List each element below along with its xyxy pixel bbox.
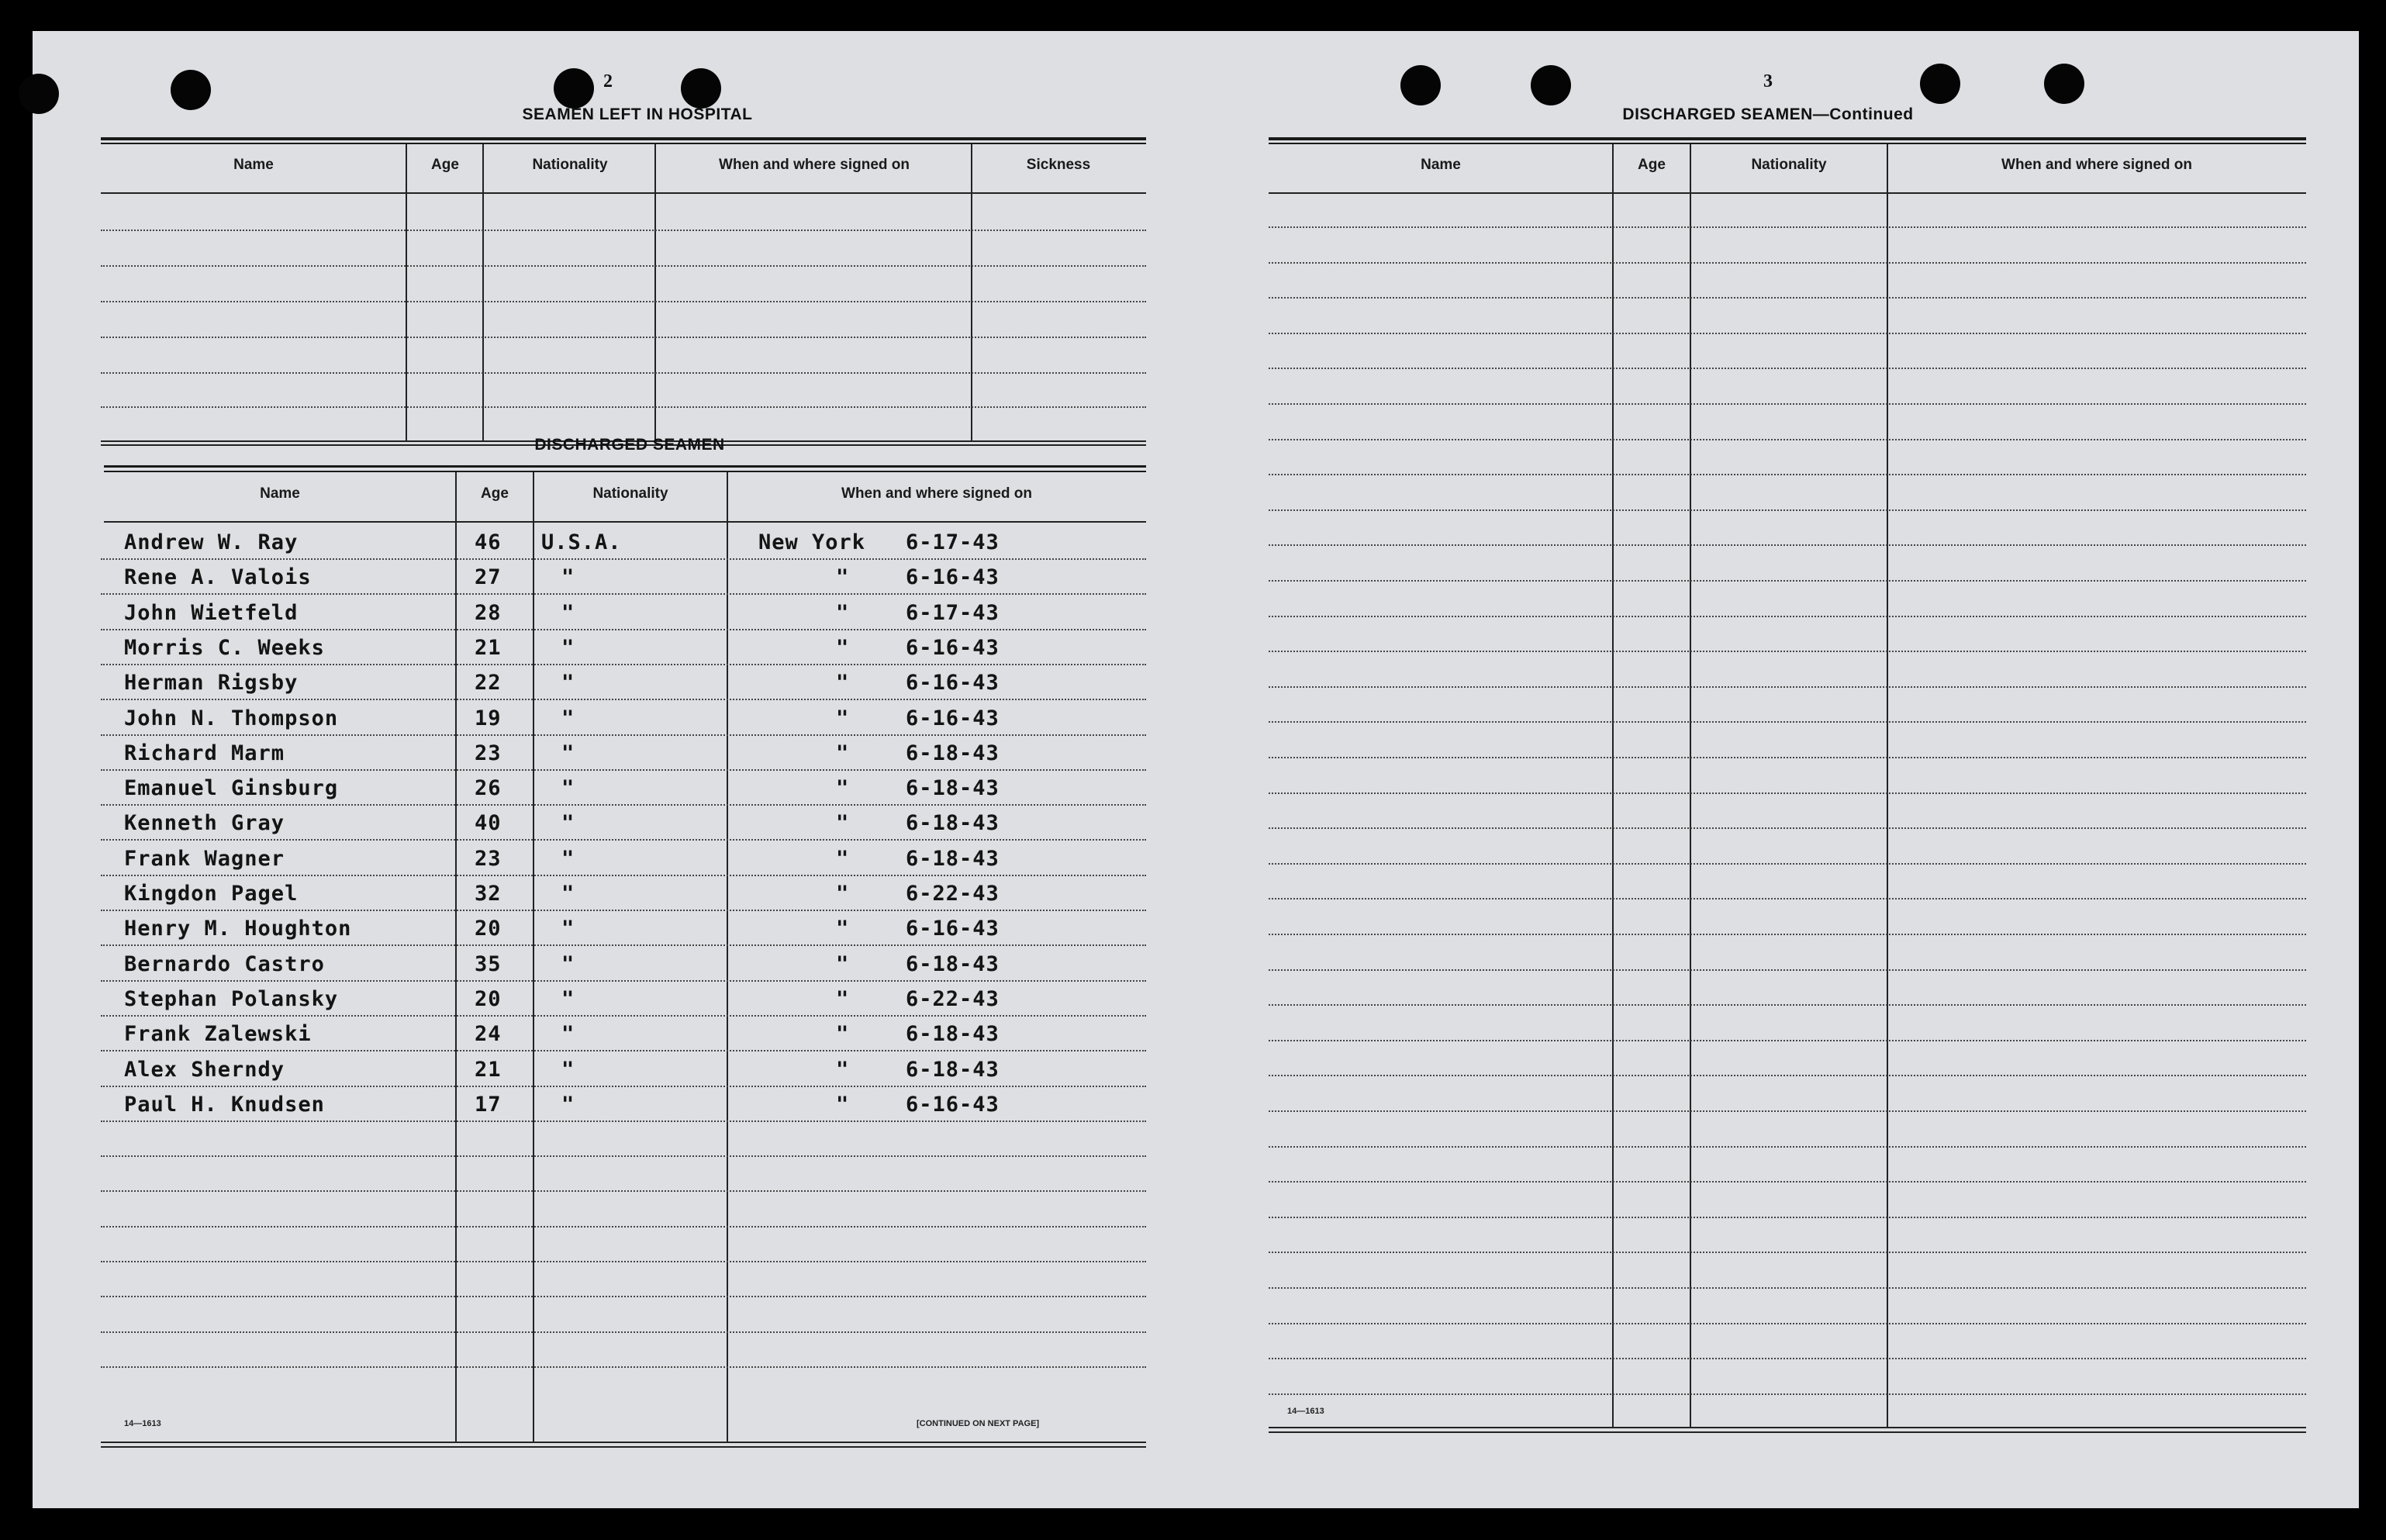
signed-on-date: 6-18-43	[906, 741, 1000, 765]
row-line	[101, 593, 1146, 595]
punch-hole	[19, 74, 59, 114]
seaman-name: John Wietfeld	[124, 601, 299, 625]
seaman-name: Emanuel Ginsburg	[124, 776, 339, 800]
discharged-continued-title: DISCHARGED SEAMEN—Continued	[1622, 105, 1914, 123]
signed-on-date: 6-18-43	[906, 952, 1000, 976]
table-top-rule	[104, 471, 1146, 472]
row-line	[101, 1331, 1146, 1333]
column-header: Age	[1638, 157, 1666, 173]
table-top-rule	[101, 137, 1146, 140]
seaman-name: Paul H. Knudsen	[124, 1093, 325, 1117]
row-line	[101, 337, 1146, 338]
seaman-name: Andrew W. Ray	[124, 530, 299, 554]
row-line	[1269, 863, 2306, 865]
table-top-rule	[101, 143, 1146, 144]
seaman-age: 23	[475, 847, 502, 871]
signed-on-date: 6-16-43	[906, 917, 1000, 941]
punch-hole	[2044, 64, 2084, 104]
seaman-nationality: "	[561, 1058, 575, 1082]
punch-hole	[1400, 65, 1441, 105]
seaman-age: 20	[475, 987, 502, 1011]
header-rule	[101, 192, 1146, 194]
seaman-nationality: "	[561, 987, 575, 1011]
signed-on-date: 6-18-43	[906, 776, 1000, 800]
signed-on-place: "	[836, 776, 850, 800]
row-line	[1269, 1181, 2306, 1183]
seaman-age: 40	[475, 811, 502, 835]
table-top-rule	[1269, 143, 2306, 144]
signed-on-place: "	[836, 987, 850, 1011]
row-line	[1269, 1217, 2306, 1218]
seaman-name: Henry M. Houghton	[124, 917, 352, 941]
row-line	[101, 265, 1146, 267]
row-line	[1269, 262, 2306, 264]
form-number: 14—1613	[124, 1419, 161, 1428]
row-line	[1269, 686, 2306, 688]
row-line	[1269, 297, 2306, 299]
row-line	[101, 558, 1146, 560]
row-line	[101, 406, 1146, 408]
row-line	[1269, 1075, 2306, 1076]
punch-hole	[1920, 64, 1960, 104]
column-divider	[1612, 144, 1614, 1427]
row-line	[101, 1261, 1146, 1262]
seaman-nationality: "	[561, 952, 575, 976]
seaman-name: Stephan Polansky	[124, 987, 339, 1011]
row-line	[1269, 969, 2306, 971]
row-line	[101, 1120, 1146, 1122]
signed-on-date: 6-18-43	[906, 847, 1000, 871]
table-bottom-rule	[1269, 1427, 2306, 1428]
seaman-age: 28	[475, 601, 502, 625]
row-line	[101, 230, 1146, 231]
signed-on-date: 6-16-43	[906, 636, 1000, 660]
row-line	[1269, 1323, 2306, 1324]
column-header: Name	[1421, 157, 1461, 173]
row-line	[1269, 757, 2306, 758]
row-line	[101, 372, 1146, 374]
page-number: 3	[1763, 71, 1773, 92]
row-line	[1269, 1146, 2306, 1148]
seaman-nationality: "	[561, 741, 575, 765]
column-header: Nationality	[592, 485, 668, 502]
signed-on-place: "	[836, 601, 850, 625]
signed-on-place: New York	[758, 530, 866, 554]
row-line	[101, 1086, 1146, 1087]
signed-on-place: "	[836, 1058, 850, 1082]
seaman-nationality: "	[561, 601, 575, 625]
seaman-age: 27	[475, 565, 502, 589]
table-bottom-rule	[101, 1442, 1146, 1443]
column-header: Age	[431, 157, 459, 173]
row-line	[101, 301, 1146, 302]
column-divider	[971, 144, 972, 440]
row-line	[101, 1366, 1146, 1368]
seaman-nationality: U.S.A.	[541, 530, 622, 554]
column-header: When and where signed on	[719, 157, 910, 173]
column-divider	[482, 144, 484, 440]
row-line	[101, 1050, 1146, 1051]
seaman-name: Richard Marm	[124, 741, 285, 765]
signed-on-place: "	[836, 636, 850, 660]
row-line	[1269, 827, 2306, 829]
seaman-age: 19	[475, 706, 502, 730]
seaman-age: 46	[475, 530, 502, 554]
punch-hole	[171, 70, 211, 110]
row-line	[101, 980, 1146, 982]
hospital-section-title: SEAMEN LEFT IN HOSPITAL	[522, 105, 753, 123]
column-header: Age	[481, 485, 509, 502]
seaman-age: 17	[475, 1093, 502, 1117]
signed-on-date: 6-17-43	[906, 530, 1000, 554]
signed-on-date: 6-18-43	[906, 1058, 1000, 1082]
seaman-age: 26	[475, 776, 502, 800]
seaman-age: 23	[475, 741, 502, 765]
signed-on-place: "	[836, 1093, 850, 1117]
row-line	[1269, 226, 2306, 228]
row-line	[101, 734, 1146, 736]
table-bottom-rule	[101, 1446, 1146, 1448]
row-line	[1269, 368, 2306, 369]
seaman-name: John N. Thompson	[124, 706, 339, 730]
row-line	[1269, 934, 2306, 935]
page-number: 2	[603, 71, 613, 92]
seaman-nationality: "	[561, 565, 575, 589]
seaman-age: 21	[475, 1058, 502, 1082]
header-rule	[104, 521, 1146, 523]
row-line	[1269, 1393, 2306, 1395]
signed-on-place: "	[836, 671, 850, 695]
column-header: Nationality	[1751, 157, 1827, 173]
seaman-name: Alex Sherndy	[124, 1058, 285, 1082]
seaman-name: Rene A. Valois	[124, 565, 312, 589]
column-divider	[1690, 144, 1691, 1427]
column-divider	[1887, 144, 1888, 1427]
row-line	[1269, 544, 2306, 546]
column-divider	[406, 144, 407, 440]
column-header: Name	[233, 157, 274, 173]
row-line	[101, 1155, 1146, 1157]
column-header: When and where signed on	[841, 485, 1032, 502]
form-number: 14—1613	[1287, 1407, 1324, 1416]
signed-on-place: "	[836, 882, 850, 906]
row-line	[101, 944, 1146, 946]
row-line	[101, 875, 1146, 876]
seaman-name: Frank Zalewski	[124, 1022, 312, 1046]
row-line	[1269, 474, 2306, 475]
column-header: Name	[260, 485, 300, 502]
row-line	[1269, 616, 2306, 617]
row-line	[1269, 403, 2306, 405]
punch-hole	[1531, 65, 1571, 105]
row-line	[1269, 651, 2306, 652]
signed-on-place: "	[836, 847, 850, 871]
table-bottom-rule	[1269, 1431, 2306, 1433]
row-line	[1269, 721, 2306, 723]
row-line	[101, 910, 1146, 911]
table-top-rule	[104, 465, 1146, 468]
seaman-age: 22	[475, 671, 502, 695]
column-header: Sickness	[1026, 157, 1091, 173]
row-line	[101, 629, 1146, 630]
row-line	[101, 1190, 1146, 1192]
row-line	[1269, 1004, 2306, 1006]
seaman-nationality: "	[561, 811, 575, 835]
seaman-name: Kenneth Gray	[124, 811, 285, 835]
seaman-name: Kingdon Pagel	[124, 882, 299, 906]
seaman-name: Bernardo Castro	[124, 952, 325, 976]
signed-on-place: "	[836, 811, 850, 835]
signed-on-date: 6-16-43	[906, 706, 1000, 730]
row-line	[1269, 580, 2306, 582]
row-line	[101, 1226, 1146, 1228]
row-line	[1269, 1358, 2306, 1359]
table-top-rule	[1269, 137, 2306, 140]
seaman-age: 21	[475, 636, 502, 660]
signed-on-date: 6-17-43	[906, 601, 1000, 625]
row-line	[1269, 509, 2306, 511]
seaman-nationality: "	[561, 882, 575, 906]
seaman-nationality: "	[561, 1093, 575, 1117]
row-line	[1269, 1252, 2306, 1253]
column-header: When and where signed on	[2001, 157, 2192, 173]
signed-on-place: "	[836, 741, 850, 765]
signed-on-date: 6-22-43	[906, 987, 1000, 1011]
signed-on-place: "	[836, 917, 850, 941]
seaman-age: 20	[475, 917, 502, 941]
row-line	[1269, 792, 2306, 794]
seaman-nationality: "	[561, 776, 575, 800]
discharged-section-title: DISCHARGED SEAMEN	[534, 436, 725, 454]
row-line	[101, 769, 1146, 771]
seaman-age: 24	[475, 1022, 502, 1046]
signed-on-date: 6-18-43	[906, 811, 1000, 835]
document-sheet	[33, 31, 2359, 1508]
signed-on-place: "	[836, 1022, 850, 1046]
row-line	[1269, 333, 2306, 334]
signed-on-place: "	[836, 565, 850, 589]
punch-hole	[681, 68, 721, 109]
seaman-name: Herman Rigsby	[124, 671, 299, 695]
row-line	[101, 1015, 1146, 1017]
row-line	[1269, 1287, 2306, 1289]
row-line	[1269, 1040, 2306, 1041]
signed-on-place: "	[836, 706, 850, 730]
signed-on-date: 6-18-43	[906, 1022, 1000, 1046]
row-line	[101, 1296, 1146, 1297]
signed-on-date: 6-16-43	[906, 1093, 1000, 1117]
signed-on-place: "	[836, 952, 850, 976]
seaman-name: Frank Wagner	[124, 847, 285, 871]
row-line	[101, 804, 1146, 806]
row-line	[101, 839, 1146, 841]
continued-note: [CONTINUED ON NEXT PAGE]	[917, 1419, 1040, 1428]
seaman-age: 35	[475, 952, 502, 976]
seaman-nationality: "	[561, 636, 575, 660]
row-line	[1269, 1110, 2306, 1112]
seaman-nationality: "	[561, 1022, 575, 1046]
signed-on-date: 6-22-43	[906, 882, 1000, 906]
seaman-name: Morris C. Weeks	[124, 636, 325, 660]
row-line	[1269, 439, 2306, 440]
column-divider	[654, 144, 656, 440]
row-line	[101, 664, 1146, 665]
seaman-nationality: "	[561, 706, 575, 730]
seaman-age: 32	[475, 882, 502, 906]
seaman-nationality: "	[561, 917, 575, 941]
header-rule	[1269, 192, 2306, 194]
signed-on-date: 6-16-43	[906, 671, 1000, 695]
row-line	[101, 699, 1146, 700]
column-header: Nationality	[532, 157, 608, 173]
row-line	[1269, 898, 2306, 899]
seaman-nationality: "	[561, 847, 575, 871]
seaman-nationality: "	[561, 671, 575, 695]
signed-on-date: 6-16-43	[906, 565, 1000, 589]
